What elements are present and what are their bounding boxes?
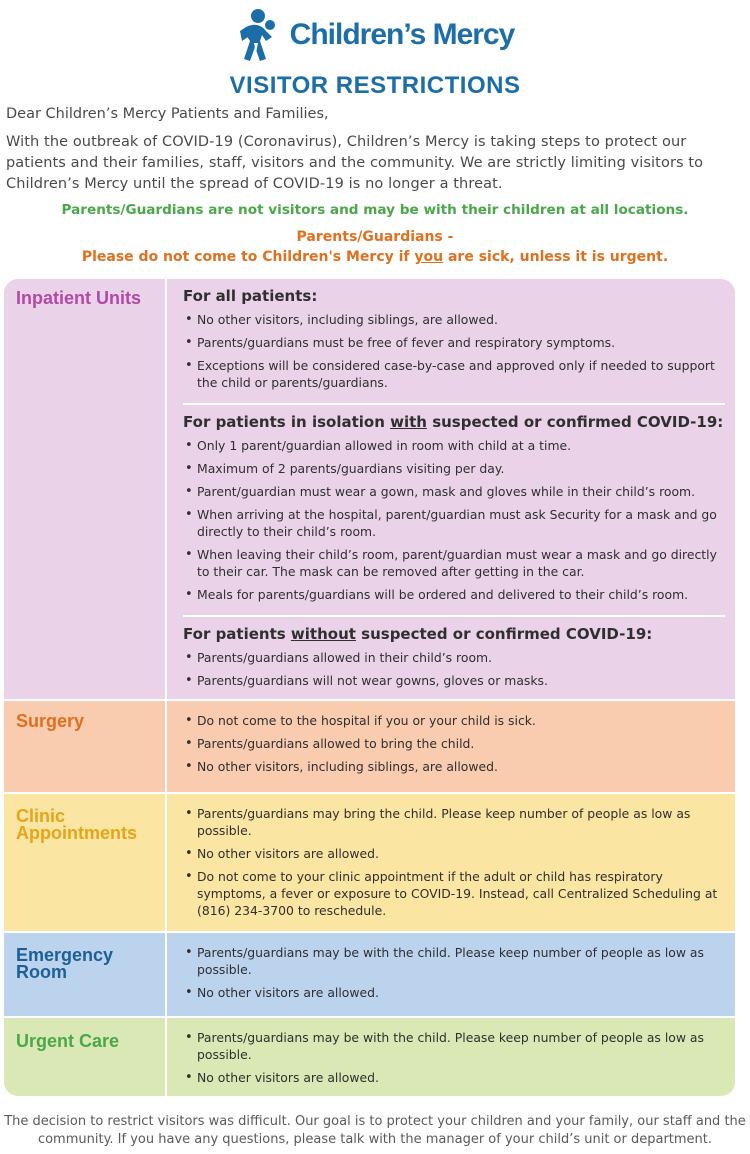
row-clinic-appointments (4, 794, 735, 931)
urgent-care-label: Urgent Care (4, 1018, 167, 1096)
inpatient-units-label: Inpatient Units (4, 279, 167, 699)
without-heading-pre: For patients (183, 625, 291, 643)
surgery-list (183, 712, 725, 775)
clinic-content (167, 794, 735, 931)
parents-not-visitors-notice: Parents/Guardians are not visitors and may be with their children at all locations. (61, 202, 689, 218)
inpatient-content (167, 279, 735, 699)
list-item: • Parents/guardians allowed to bring the child. (183, 735, 725, 752)
list-item: • Do not come to the hospital if you or your child is sick. (183, 712, 725, 729)
urgent-care-content (167, 1018, 735, 1096)
list-item: • Parents/guardians may bring the child. Please keep number of people as low as possible. (183, 805, 725, 839)
list-item: • No other visitors are allowed. (183, 984, 725, 1001)
isolation-heading-underline: with (390, 413, 427, 431)
page-title: VISITOR RESTRICTIONS (229, 72, 521, 99)
isolation-block (183, 405, 725, 617)
without-heading-underline: without (290, 625, 356, 643)
list-item: • Maximum of 2 parents/guardians visiting per day. (183, 460, 725, 477)
list-item: • Parents/guardians may be with the child. Please keep number of people as low as possible. (183, 1029, 725, 1063)
intro (0, 104, 750, 195)
list-item: • Parents/guardians may be with the child. Please keep number of people as low as possible. (183, 944, 725, 978)
row-urgent-care (4, 1018, 735, 1096)
row-inpatient-units (4, 279, 735, 699)
without-covid-list (183, 649, 725, 689)
list-item: • Parents/guardians will not wear gowns, gloves or masks. (183, 672, 725, 689)
header (0, 0, 750, 68)
list-item: • When arriving at the hospital, parent/guardian must ask Security for a mask and go directly to their child’s room. (183, 506, 725, 540)
sick-notice-line2 (0, 247, 750, 267)
greeting-text: Dear Children’s Mercy Patients and Families, (6, 106, 329, 122)
list-item: • No other visitors, including siblings, are allowed. (183, 758, 725, 775)
list-item: • Parents/guardians allowed in their child’s room. (183, 649, 725, 666)
restrictions-table (4, 279, 735, 1096)
list-item: • Parent/guardian must wear a gown, mask and gloves while in their child’s room. (183, 483, 725, 500)
footer-note: The decision to restrict visitors was difficult. Our goal is to protect your children and your family, our staff and the community. If you have any questions, please talk with the manager of your child’s unit or department. (4, 1114, 746, 1147)
all-patients-block (183, 279, 725, 405)
sick-notice-post: are sick, unless it is urgent. (443, 249, 669, 265)
sick-notice-line1: Parents/Guardians - (296, 229, 454, 245)
row-emergency-room (4, 933, 735, 1016)
er-content (167, 933, 735, 1016)
brand-logo[interactable] (236, 7, 515, 63)
list-item: • Only 1 parent/guardian allowed in room with child at a time. (183, 437, 725, 454)
row-surgery (4, 701, 735, 792)
isolation-list (183, 437, 725, 603)
all-patients-heading: For all patients: (183, 287, 318, 305)
sick-notice-underline: you (414, 249, 444, 265)
brand-name: Children’s Mercy (289, 18, 515, 51)
er-list (183, 944, 725, 1001)
isolation-heading (183, 414, 725, 431)
list-item: • No other visitors, including siblings, are allowed. (183, 311, 725, 328)
without-heading-post: suspected or confirmed COVID-19: (355, 625, 653, 643)
sick-notice-pre: Please do not come to Children's Mercy if (81, 249, 415, 265)
sick-notice (0, 227, 750, 267)
surgery-content (167, 701, 735, 792)
isolation-heading-post: suspected or confirmed COVID-19: (426, 413, 724, 431)
list-item: • No other visitors are allowed. (183, 1069, 725, 1086)
urgent-care-list (183, 1029, 725, 1086)
list-item: • Meals for parents/guardians will be ordered and delivered to their child’s room. (183, 586, 725, 603)
intro-body-text: With the outbreak of COVID-19 (Coronavirus), Children’s Mercy is taking steps to protect our patients and their families, staff, visitors and the community. We are strictly limiting visitors to Children’s Mercy until the spread of COVID-19 is no longer a threat. (6, 134, 704, 192)
without-covid-heading (183, 626, 725, 643)
list-item: • When leaving their child’s room, parent/guardian must wear a mask and go directly to their car. The mask can be removed after getting in the car. (183, 546, 725, 580)
all-patients-list (183, 311, 725, 391)
clinic-list (183, 805, 725, 919)
without-covid-block (183, 617, 725, 701)
emergency-room-label: Emergency Room (4, 933, 167, 1016)
isolation-heading-pre: For patients in isolation (183, 413, 391, 431)
list-item: • Parents/guardians must be free of fever and respiratory symptoms. (183, 334, 725, 351)
list-item: • Exceptions will be considered case-by-case and approved only if needed to support the child or parents/guardians. (183, 357, 725, 391)
list-item: • No other visitors are allowed. (183, 845, 725, 862)
list-item: • Do not come to your clinic appointment if the adult or child has respiratory symptoms, a fever or exposure to COVID-19. Instead, call Centralized Scheduling at (816) 234-3700 to reschedule. (183, 868, 725, 919)
child-figure-logo-icon (236, 7, 284, 63)
clinic-appointments-label: Clinic Appointments (4, 794, 167, 931)
surgery-label: Surgery (4, 701, 167, 792)
